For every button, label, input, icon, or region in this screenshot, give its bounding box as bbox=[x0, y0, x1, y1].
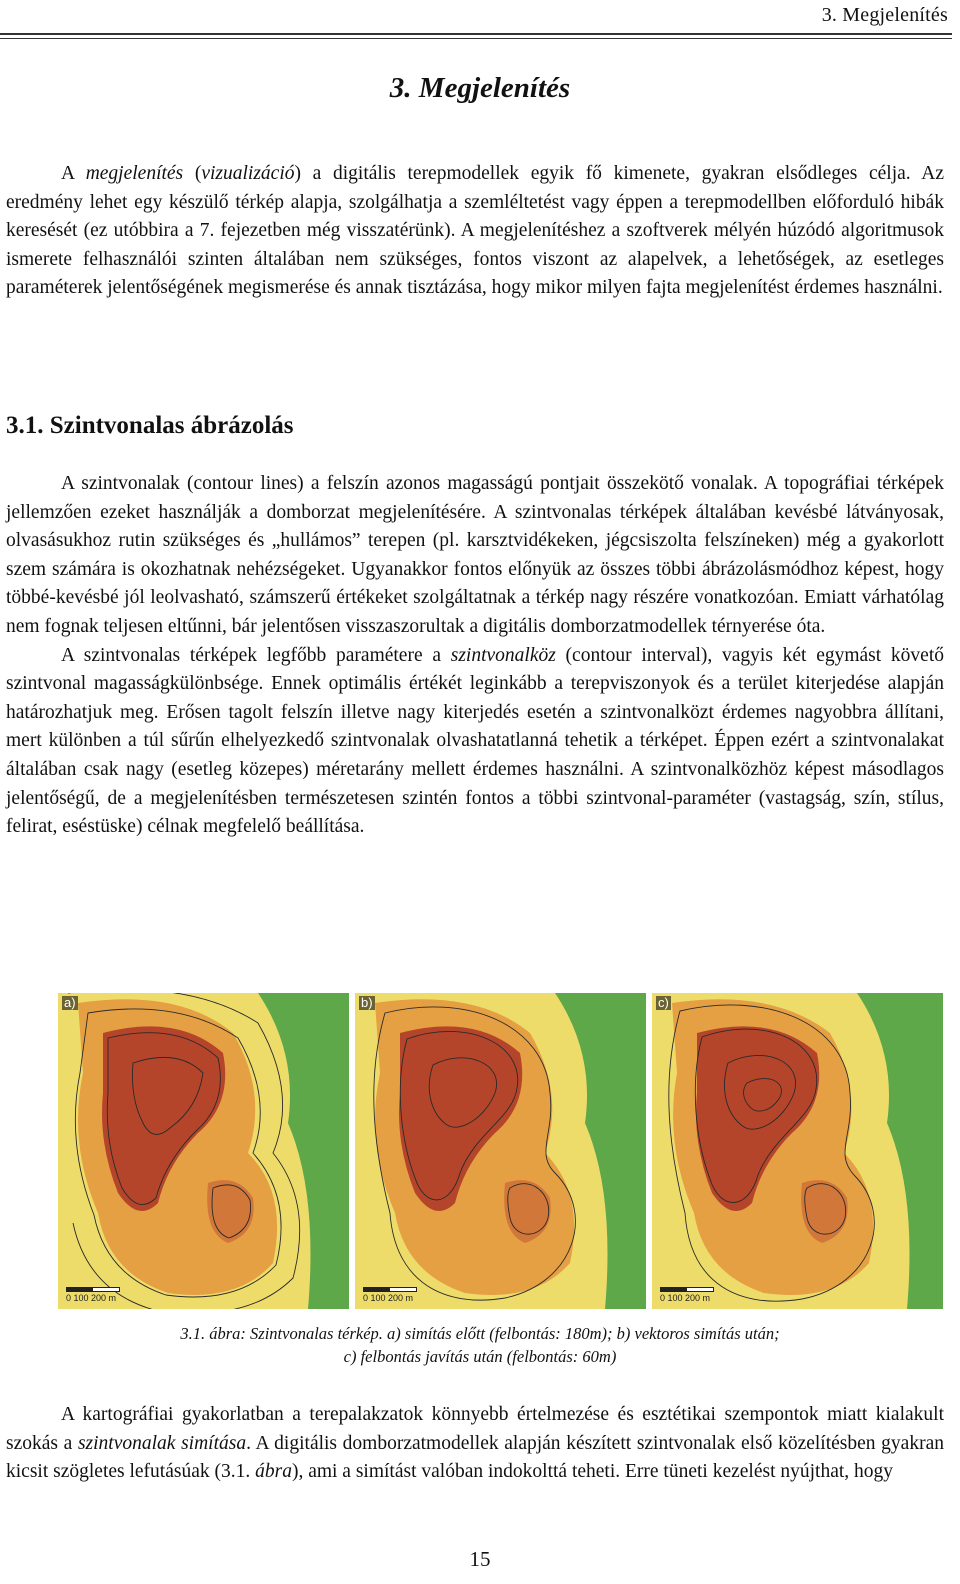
p2-text-b: (contour interval), vagyis két egymást követő szintvonal magasságkülönbsége. Ennek optimális értékét leginkább a terepviszonyok és a terület kiterjedése alapján határozhatjuk meg. Erősen tagolt felszín illetve nagy kiterjedés esetén a szintvonalközt érdemes nagyobbra állítani, mert különben a túl sűrűn elhelyezkedő szintvonalak olvashatatlanná tehetik a térképet. Éppen ezért a szintvonalakat általában csak nagy (esetleg közepes) méretarány mellett érdemes használni. A szintvonalközhöz képest másodlagos jelentőségű, de a megjelenítésben természetesen szintén fontos a többi szintvonal-paraméter (vastagság, szín, stílus, felirat, eséstüske) célnak megfelelő beállítása. bbox=[6, 644, 944, 838]
intro-text-1: A bbox=[61, 163, 86, 184]
header-rule bbox=[0, 33, 952, 35]
intro-text-2: ( bbox=[183, 163, 202, 184]
p2-text-a: A szintvonalas térképek legfőbb paramétere a bbox=[61, 644, 451, 666]
map-panel-b bbox=[355, 993, 646, 1309]
panel-label-a: a) bbox=[64, 995, 76, 1010]
scalebar-graphic-b bbox=[363, 1287, 417, 1292]
closing-term-abra: ábra bbox=[255, 1461, 292, 1483]
section-heading: 3.1. Szintvonalas ábrázolás bbox=[6, 412, 294, 439]
caption-line-1: 3.1. ábra: Szintvonalas térkép. a) simítás előtt (felbontás: 180m); b) vektoros simítás után; bbox=[180, 1324, 780, 1343]
scalebar-graphic-a bbox=[66, 1287, 120, 1292]
map-panel-a bbox=[58, 993, 349, 1309]
closing-text-1: A kartográfiai gyakorlatban a terepalakzatok könnyebb értelmezése és esztétikai szempontok miatt kialakult szokás a bbox=[6, 1404, 944, 1454]
running-header: 3. Megjelenítés bbox=[821, 4, 948, 26]
closing-text-3: ), ami a simítást valóban indokolttá teheti. Erre tüneti kezelést nyújthat, hogy bbox=[291, 1461, 894, 1483]
intro-paragraph bbox=[6, 160, 944, 303]
figure-contour-maps bbox=[58, 993, 944, 1309]
chapter-title: 3. Megjelenítés bbox=[389, 72, 571, 104]
closing-text-2: . A digitális domborzatmodellek alapján készített szintvonalak első közelítésben gyakran kicsit szögletes lefutásúak (3.1. bbox=[6, 1432, 944, 1483]
panel-label-c: c) bbox=[658, 995, 669, 1010]
intro-term-vizualizacio: vizualizáció bbox=[201, 163, 295, 184]
section-paragraph-1: A szintvonalak (contour lines) a felszín azonos magasságú pontjait összekötő vonalak. A topográfiai térképek jellemzően ezeket használják a domborzat megjelenítésére. A szintvonalas térképek általában kevésbé látványosak, olvasásukhoz rutin szükséges és „hullámos” terepen (pl. karsztvidékeken, jégcsiszolta felszíneken) még a gyakorlott szem számára is okozhatnak nehézségeket. Ugyanakkor fontos előnyük az összes többi ábrázolásmódhoz képest, hogy többé-kevésbé jól leolvasható, számszerű értékeket szolgáltatnak a térkép nagy részére vonatkozóan. Emiatt várhatólag nem fognak teljesen eltűnni, bár jelentősen visszaszorultak a digitális domborzatmodellek térnyerése óta. bbox=[6, 473, 944, 637]
intro-paragraph-block bbox=[6, 160, 944, 303]
scalebar-c bbox=[660, 1287, 714, 1303]
closing-paragraph bbox=[6, 1401, 944, 1487]
contour-map-c bbox=[652, 993, 943, 1309]
map-panel-c bbox=[652, 993, 943, 1309]
figure-caption bbox=[0, 1322, 960, 1368]
scalebar-b bbox=[363, 1287, 417, 1303]
contour-map-b bbox=[355, 993, 646, 1309]
header-rule-thin bbox=[0, 38, 952, 39]
scalebar-a bbox=[66, 1287, 120, 1303]
panel-label-b: b) bbox=[361, 995, 373, 1010]
scalebar-text-c: 0 100 200 m bbox=[660, 1293, 711, 1303]
intro-text-3: ) a digitális terepmodellek egyik fő kimenete, gyakran elsődleges célja. Az eredmény lehet egy készülő térkép alapja, szolgálhatja a szemléltetést vagy éppen a terepmodellben előforduló hibák keresését (ez utóbbira a 7. fejezetben még visszatérünk). A megjelenítéshez a szoftverek mélyén húzódó algoritmusok ismerete felhasználói szinten általában nem szükséges, fontos viszont az alapelvek, a lehetőségek, az esetleges paraméterek jelentőségének megismerése és annak tisztázása, hogy mikor milyen fajta megjelenítést érdemes használni. bbox=[6, 163, 944, 299]
section-paragraph-2 bbox=[6, 642, 944, 842]
p2-term-szintvonalkoz: szintvonalköz bbox=[450, 644, 556, 666]
contour-map-a bbox=[58, 993, 349, 1309]
scalebar-graphic-c bbox=[660, 1287, 714, 1292]
caption-line-2: c) felbontás javítás után (felbontás: 60m) bbox=[343, 1347, 617, 1366]
section-body bbox=[6, 470, 944, 842]
scalebar-text-a: 0 100 200 m bbox=[66, 1293, 117, 1303]
scalebar-text-b: 0 100 200 m bbox=[363, 1293, 414, 1303]
page-number: 15 bbox=[469, 1547, 491, 1571]
closing-term-simitas: szintvonalak simítása bbox=[77, 1432, 247, 1454]
closing-paragraph-block bbox=[6, 1401, 944, 1487]
intro-term-megjelenites: megjelenítés bbox=[85, 163, 184, 184]
